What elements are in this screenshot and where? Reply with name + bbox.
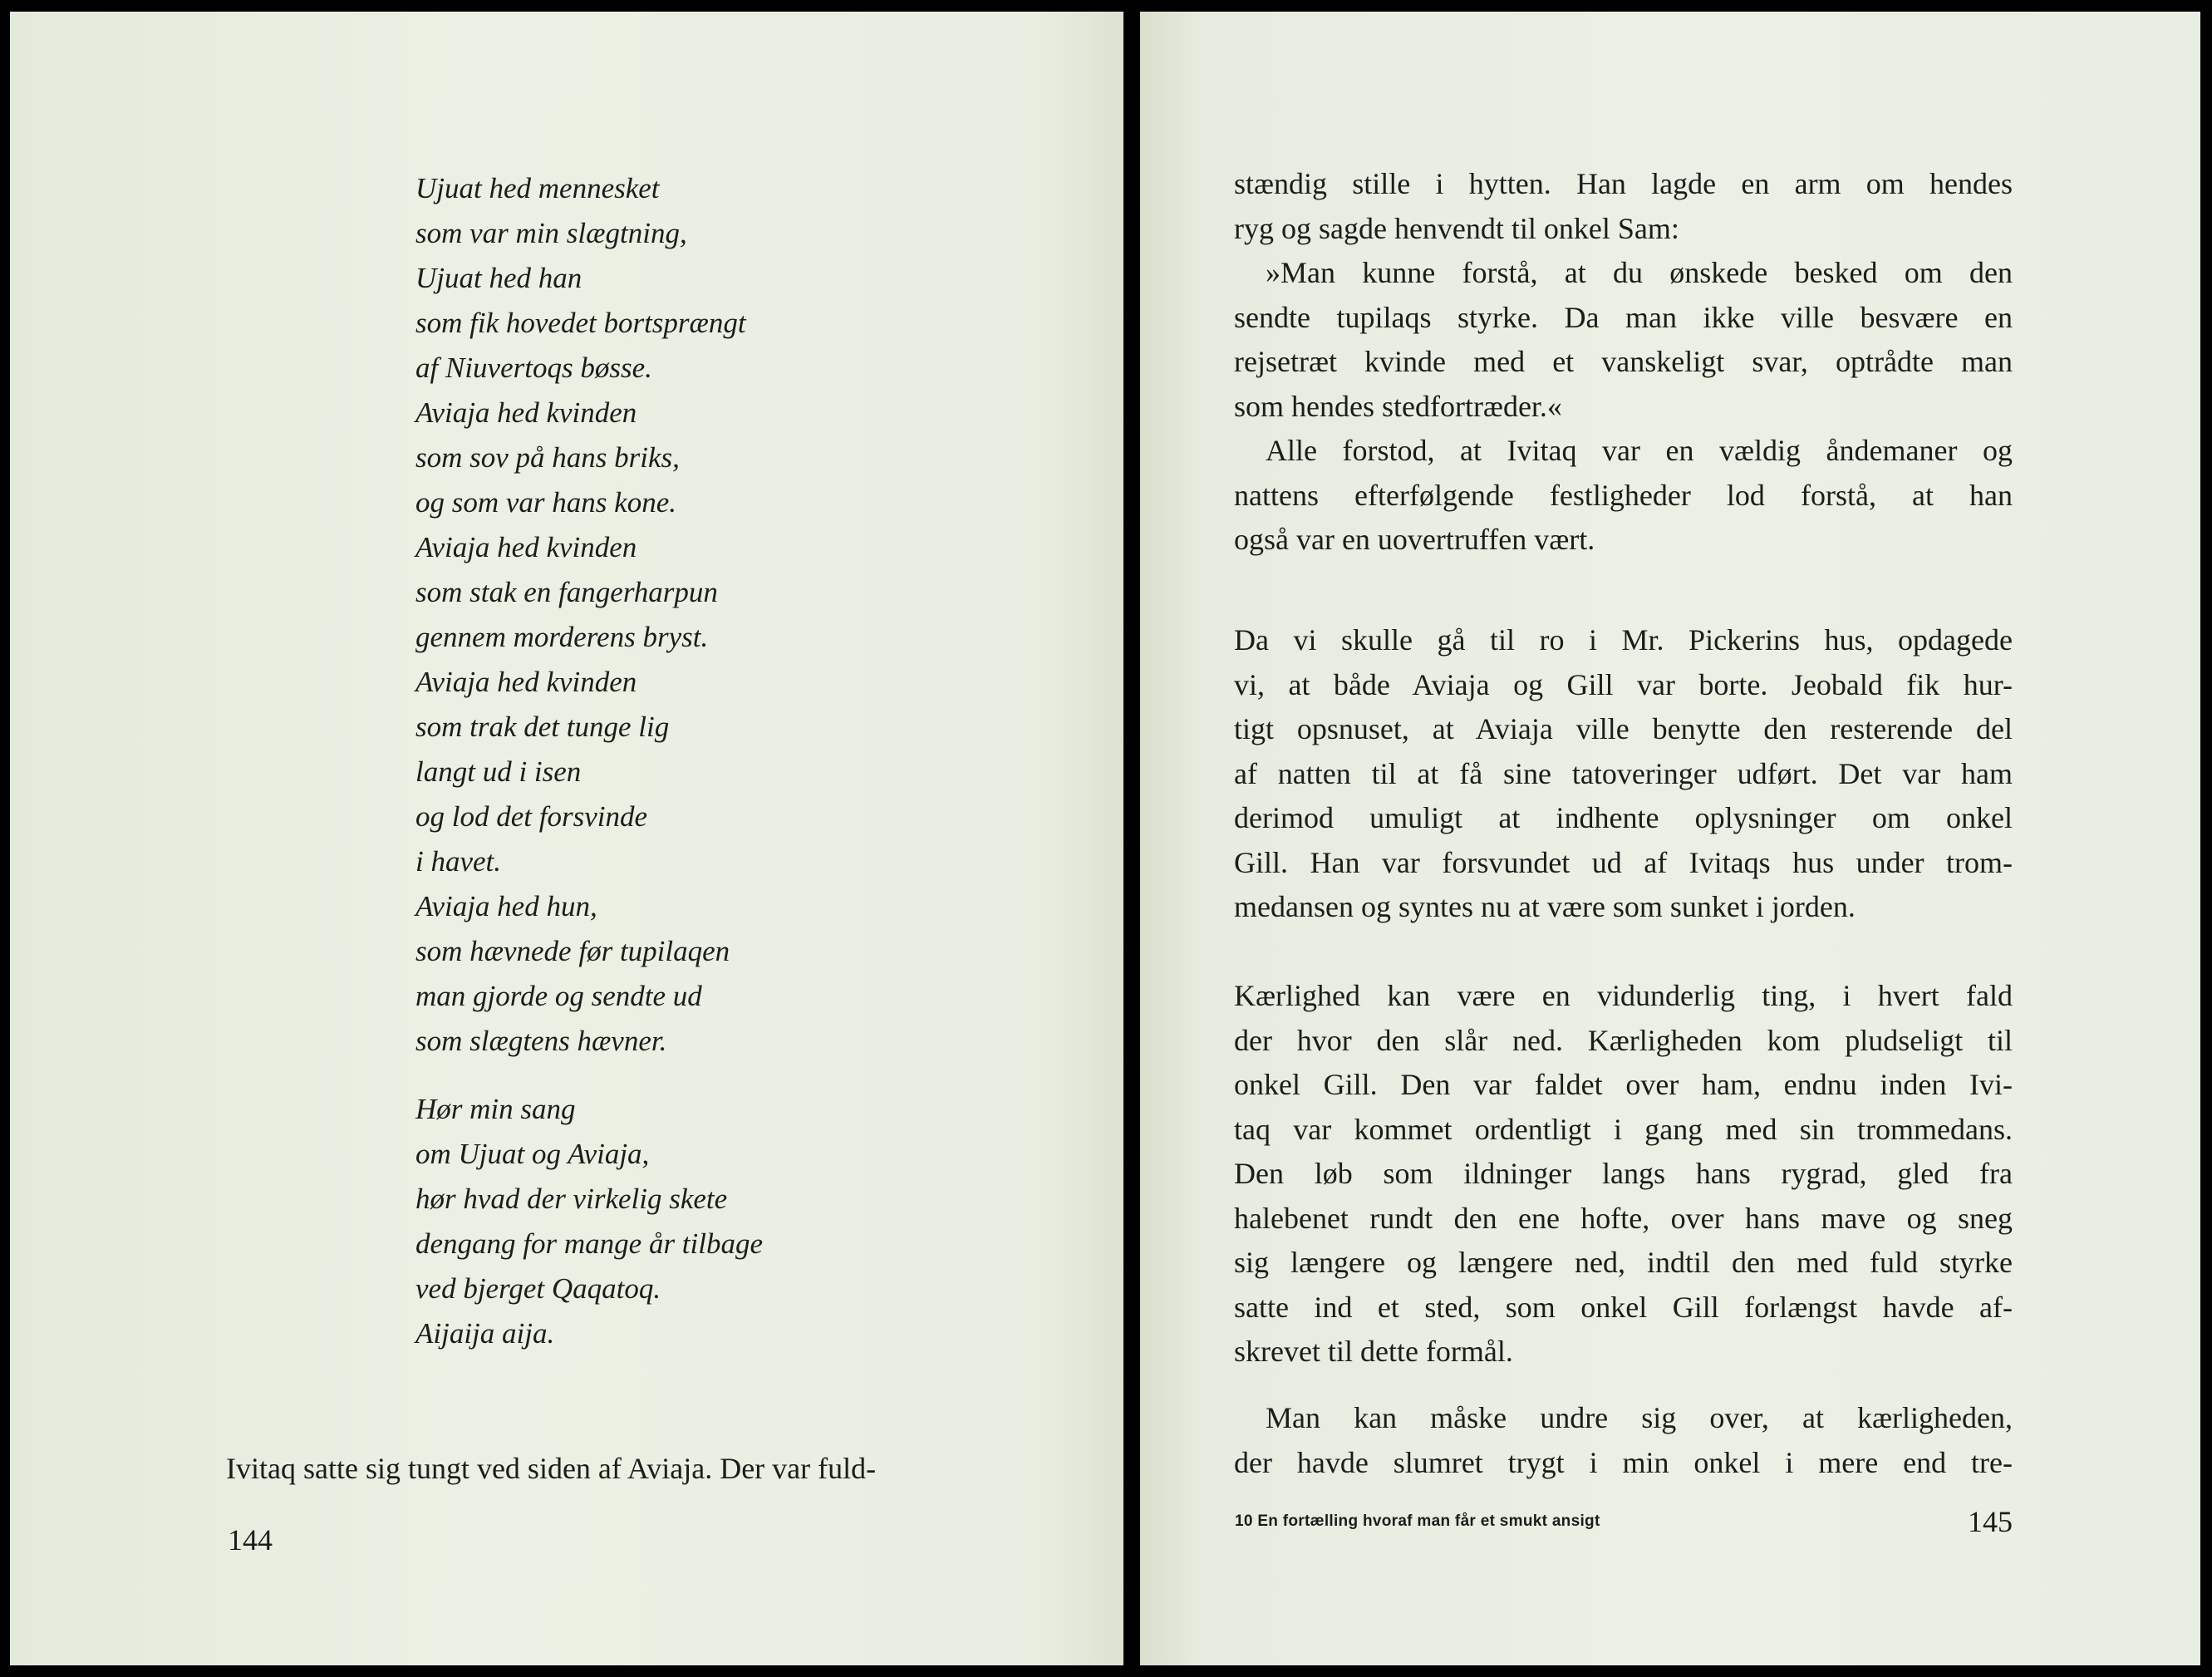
page-number: 145 [1968,1505,2013,1538]
poem-line: som slægtens hævner. [415,1025,667,1057]
text-line: rejsetræt kvinde med et vanskeligt svar, optrådte man [1234,345,2013,378]
poem-line: Aijaija aija. [415,1317,555,1350]
paragraph [1234,974,2013,1375]
text-line: af natten til at få sine tatoveringer udført. Det var ham [1234,756,2013,790]
poem-line: som fik hovedet bortsprængt [415,307,746,339]
paragraph [1234,162,2013,251]
text-line: Kærlighed kan være en vidunderlig ting, i hvert fald [1234,979,2013,1012]
poem-line: som trak det tunge lig [415,711,670,743]
poem-line: Hør min sang [415,1093,576,1125]
text-line: taq var kommet ordentligt i gang med sin trommedans. [1234,1112,2013,1146]
poem-line: om Ujuat og Aviaja, [415,1138,650,1170]
poem-line: i havet. [415,845,502,878]
text-line: derimod umuligt at indhente oplysninger om onkel [1234,801,2013,834]
paragraph [1234,618,2013,930]
text-line: skrevet til dette formål. [1234,1335,1513,1368]
poem-stanza-2 [415,1087,763,1356]
text-line: halebenet rundt den ene hofte, over hans mave og sneg [1234,1201,2013,1235]
poem-line: Ujuat hed mennesket [415,172,660,204]
poem-line: Aviaja hed kvinden [415,396,637,429]
poem-line: Ujuat hed han [415,262,582,294]
poem-line: og som var hans kone. [415,486,676,519]
poem-line: af Niuvertoqs bøsse. [415,352,652,384]
text-line: Man kan måske undre sig over, at kærligheden, [1266,1401,2013,1434]
text-line: der havde slumret trygt i min onkel i mere end tre- [1234,1445,2013,1479]
poem-line: Aviaja hed kvinden [415,666,637,698]
poem-line: gennem morderens bryst. [415,621,709,653]
poem-line: som stak en fangerharpun [415,576,718,608]
text-line: sendte tupilaqs styrke. Da man ikke ville besvære en [1234,300,2013,334]
text-line: Gill. Han var forsvundet ud af Ivitaqs hus under trom- [1234,845,2013,879]
prose-line: Ivitaq satte sig tungt ved siden af Aviaja. Der var fuld- [226,1452,877,1485]
text-line: onkel Gill. Den var faldet over ham, endnu inden Ivi- [1234,1068,2013,1101]
text-line: tigt opsnuset, at Aviaja ville benytte den resterende del [1234,712,2013,745]
text-line: »Man kunne forstå, at du ønskede besked om den [1266,256,2013,289]
text-line: ryg og sagde henvendt til onkel Sam: [1234,211,1679,245]
poem-line: Aviaja hed kvinden [415,531,637,563]
poem-line: hør hvad der virkelig skete [415,1183,728,1215]
poem-line: langt ud i isen [415,755,582,788]
poem-line: man gjorde og sendte ud [415,980,702,1012]
chapter-footnote: 10 En fortælling hvoraf man får et smukt ansigt [1235,1512,1600,1530]
paragraph [1234,251,2013,429]
text-line: Den løb som ildninger langs hans rygrad, gled fra [1234,1157,2013,1190]
poem [415,166,763,1356]
poem-line: ved bjerget Qaqatoq. [415,1272,661,1305]
poem-line: som sov på hans briks, [415,441,680,474]
poem-stanza-1 [415,166,763,1064]
paragraph [1234,429,2013,563]
page-footer [1235,1501,2013,1542]
text-line: som hendes stedfortræder.« [1234,389,1562,423]
text-line: nattens efterfølgende festligheder lod forstå, at han [1234,478,2013,512]
text-line: vi, at både Aviaja og Gill var borte. Jeobald fik hur- [1234,667,2013,701]
text-line: satte ind et sted, som onkel Gill forlængst havde af- [1234,1290,2013,1324]
text-line: der hvor den slår ned. Kærligheden kom pludseligt til [1234,1023,2013,1057]
text-line: medansen og syntes nu at være som sunket i jorden. [1234,890,1856,923]
text-line: Da vi skulle gå til ro i Mr. Pickerins hus, opdagede [1234,623,2013,657]
poem-line: som hævnede før tupilaqen [415,935,730,967]
poem-line: Aviaja hed hun, [415,890,597,922]
right-page [1140,12,2200,1665]
poem-line: og lod det forsvinde [415,800,647,833]
text-line: også var en uovertruffen vært. [1234,523,1595,556]
page-number: 144 [228,1523,273,1557]
text-line: Alle forstod, at Ivitaq var en vældig åndemaner og [1266,434,2013,467]
text-line: sig længere og længere ned, indtil den med fuld styrke [1234,1246,2013,1279]
poem-line: dengang for mange år tilbage [415,1227,764,1260]
poem-line: som var min slægtning, [415,217,687,249]
text-line: stændig stille i hytten. Han lagde en arm om hendes [1234,167,2013,200]
left-page [10,12,1123,1665]
paragraph [1234,1396,2013,1485]
